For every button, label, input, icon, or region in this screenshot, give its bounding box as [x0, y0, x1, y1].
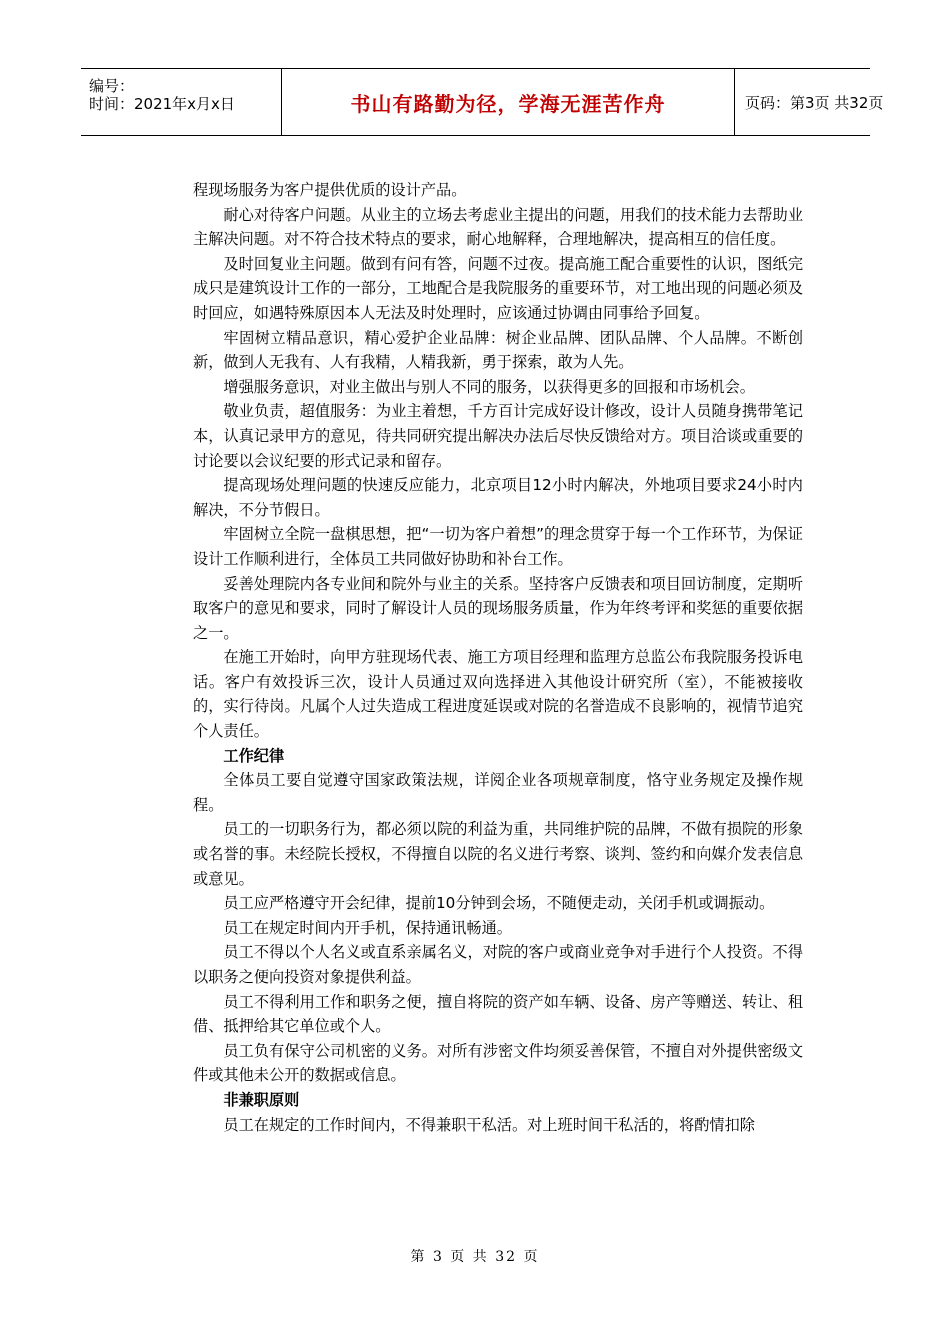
- paragraph: 员工应严格遵守开会纪律，提前10分钟到会场，不随便走动，关闭手机或调振动。: [223, 894, 775, 913]
- paragraph: 牢固树立精品意识，精心爱护企业品牌：树企业品牌、团队品牌、个人品牌。不断创新，做到人无我有、人有我精，人精我新，勇于探索，敢为人先。: [193, 328, 803, 372]
- paragraph: 增强服务意识，对业主做出与别人不同的服务，以获得更多的回报和市场机会。: [223, 377, 755, 396]
- section-heading-no-side-jobs: 非兼职原则: [223, 1090, 300, 1109]
- paragraph: 全体员工要自觉遵守国家政策法规，详阅企业各项规章制度，恪守业务规定及操作规程。: [193, 771, 803, 814]
- paragraph: 耐心对待客户问题。从业主的立场去考虑业主提出的问题，用我们的技术能力去帮助业主解决问题。对不符合技术特点的要求，耐心地解释，合理地解决，提高相互的信任度。: [193, 205, 803, 249]
- page-header: [81, 68, 884, 136]
- paragraph: 在施工开始时，向甲方驻现场代表、施工方项目经理和监理方总监公布我院服务投诉电话。客户有效投诉三次，设计人员通过双向选择进入其他设计研究所（室），不能被接收的，实行待岗。凡属个人过失造成工程进度延误或对院的名誉造成不良影响的，视情节追究个人责任。: [193, 648, 803, 741]
- paragraph: 敬业负责，超值服务：为业主着想，千方百计完成好设计修改，设计人员随身携带笔记本，认真记录甲方的意见，待共同研究提出解决办法后尽快反馈给对方。项目洽谈或重要的讨论要以会议纪要的形式记录和留存。: [193, 402, 803, 470]
- paragraph: 程现场服务为客户提供优质的设计产品。: [193, 181, 467, 199]
- document-body: [193, 178, 803, 1137]
- paragraph: 员工不得以个人名义或直系亲属名义，对院的客户或商业竞争对手进行个人投资。不得以职务之便向投资对象提供利益。: [193, 943, 803, 986]
- paragraph: 妥善处理院内各专业间和院外与业主的关系。坚持客户反馈表和项目回访制度，定期听取客户的意见和要求，同时了解设计人员的现场服务质量，作为年终考评和奖惩的重要依据之一。: [193, 574, 803, 642]
- header-motto-cell: [281, 69, 735, 135]
- section-heading-work-discipline: 工作纪律: [223, 746, 285, 765]
- header-motto: 书山有路勤为径，学海无涯苦作舟: [350, 91, 666, 116]
- paragraph: 员工在规定的工作时间内，不得兼职干私活。对上班时间干私活的，将酌情扣除: [223, 1115, 755, 1134]
- paragraph: 员工在规定时间内开手机，保持通讯畅通。: [223, 918, 512, 937]
- header-meta-cell: [81, 69, 281, 135]
- paragraph: 员工负有保守公司机密的义务。对所有涉密文件均须妥善保管，不擅自对外提供密级文件或其他未公开的数据或信息。: [193, 1041, 803, 1085]
- paragraph: 员工不得利用工作和职务之便，擅自将院的资产如车辆、设备、房产等赠送、转让、租借、抵押给其它单位或个人。: [193, 992, 803, 1036]
- paragraph: 员工的一切职务行为，都必须以院的利益为重，共同维护院的品牌，不做有损院的形象或名誉的事。未经院长授权，不得擅自以院的名义进行考察、谈判、签约和向媒介发表信息或意见。: [193, 820, 803, 888]
- header-page-info: 页码：第3页 共32页: [745, 93, 884, 112]
- paragraph: 牢固树立全院一盘棋思想，把“一切为客户着想”的理念贯穿于每一个工作环节，为保证设计工作顺利进行，全体员工共同做好协助和补台工作。: [193, 525, 803, 568]
- paragraph: 及时回复业主问题。做到有问有答，问题不过夜。提高施工配合重要性的认识，图纸完成只是建筑设计工作的一部分，工地配合是我院服务的重要环节，对工地出现的问题必须及时回应，如遇特殊原因本人无法及时处理时，应该通过协调由同事给予回复。: [193, 254, 803, 322]
- time-label: 时间：2021年x月x日: [89, 95, 235, 113]
- paragraph: 提高现场处理问题的快速反应能力，北京项目12小时内解决，外地项目要求24小时内解决，不分节假日。: [193, 476, 803, 519]
- serial-label: 编号：: [89, 77, 135, 95]
- page-footer: 第 3 页 共 32 页: [410, 1249, 540, 1265]
- header-page-cell: [735, 69, 884, 135]
